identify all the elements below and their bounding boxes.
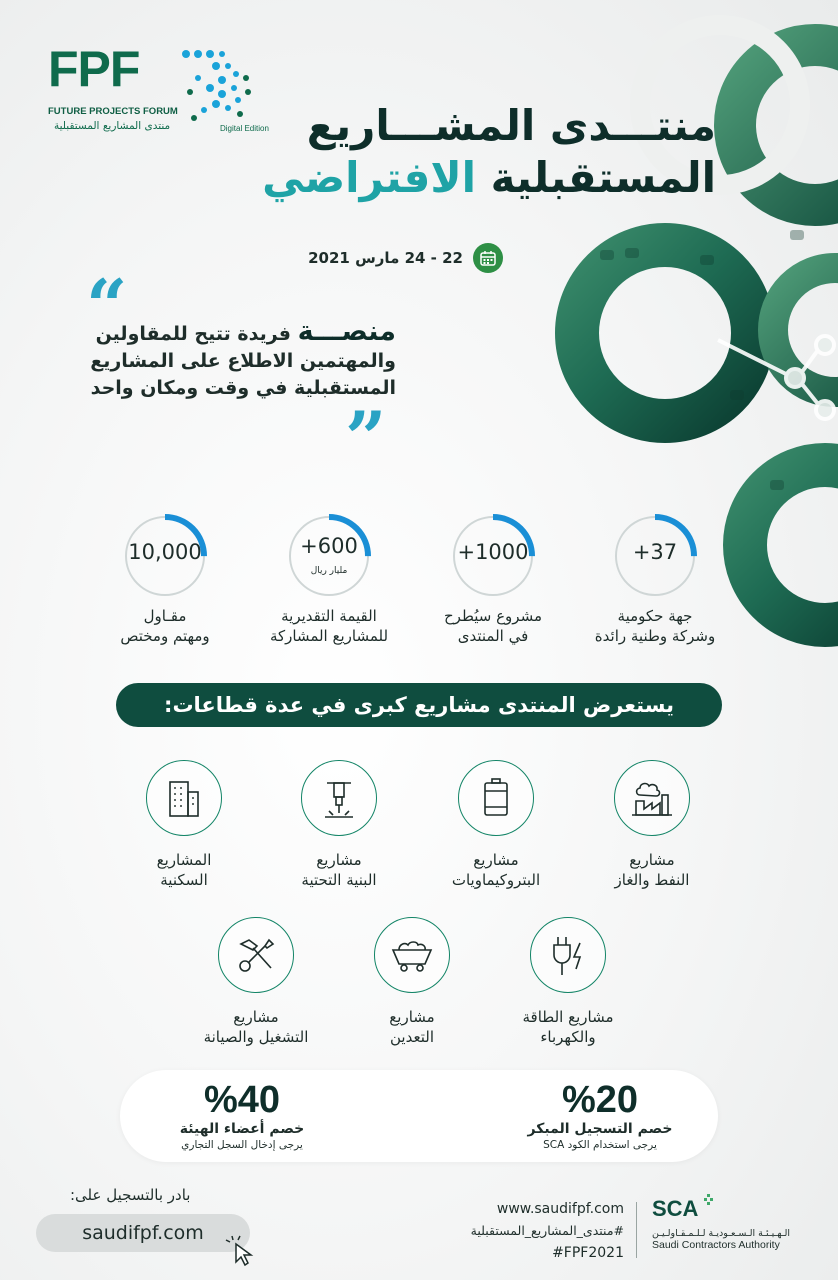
contacts xyxy=(471,1198,624,1264)
discount-note: يرجى استخدام الكود SCA xyxy=(543,1139,657,1151)
sector-label: مشاريع التعدين xyxy=(389,1008,435,1046)
sector-item xyxy=(176,917,336,1047)
stat-value: +600 xyxy=(300,534,358,558)
title-line-2-text: المستقبلية xyxy=(490,153,716,202)
event-date xyxy=(308,243,503,273)
logo-mark: FPF xyxy=(48,41,140,97)
date-text: 22 - 24 مارس 2021 xyxy=(308,249,463,267)
sector-item xyxy=(104,760,264,890)
oil-gas-plant-icon xyxy=(614,760,690,836)
sector-label: مشاريع الطاقة والكهرباء xyxy=(522,1008,614,1046)
building-icon xyxy=(146,760,222,836)
stat-item xyxy=(90,512,240,646)
discount-note: يرجى إدخال السجل التجاري xyxy=(181,1139,303,1151)
quote-open-icon: “ xyxy=(86,263,128,348)
hashtag-en: #FPF2021 xyxy=(552,1245,624,1261)
tagline-line-1: فريدة تتيح للمقاولين xyxy=(95,323,291,345)
barrel-icon xyxy=(458,760,534,836)
sca-mark: SCA xyxy=(652,1194,812,1224)
stat-unit: مليار ريال xyxy=(310,566,348,576)
title-line-2 xyxy=(262,152,716,204)
stat-value: +1000 xyxy=(457,540,529,564)
stat-label: جهة حكومية وشركة وطنية رائدة xyxy=(594,607,716,645)
title-highlight: الافتراضي xyxy=(262,153,477,202)
logo-network-icon xyxy=(176,48,276,128)
mining-cart-icon xyxy=(374,917,450,993)
footer-divider xyxy=(636,1202,637,1258)
sector-label: مشاريع التشغيل والصيانة xyxy=(203,1008,309,1046)
stat-ring xyxy=(285,512,373,600)
quote-close-icon: ” xyxy=(345,395,387,480)
sector-label: المشاريع السكنية xyxy=(156,851,212,889)
sector-item xyxy=(572,760,732,890)
discount-percent: %40 xyxy=(203,1079,281,1121)
register-url-link[interactable]: saudifpf.com xyxy=(36,1214,250,1252)
stat-item xyxy=(580,512,730,646)
discount-percent: %20 xyxy=(561,1079,639,1121)
page-title xyxy=(262,100,716,204)
sector-label: مشاريع البتروكيماويات xyxy=(451,851,541,889)
discount-item xyxy=(510,1080,690,1152)
stat-label: مشروع سيُطرح في المنتدى xyxy=(443,607,542,645)
jackhammer-icon xyxy=(301,760,377,836)
calendar-icon xyxy=(473,243,503,273)
cursor-click-icon xyxy=(224,1232,260,1268)
sca-emblem-icon xyxy=(702,1194,716,1210)
sectors-banner: يستعرض المنتدى مشاريع كبرى في عدة قطاعات: xyxy=(116,683,722,727)
fpf-logo xyxy=(48,41,278,140)
sector-item xyxy=(332,917,492,1047)
stat-ring xyxy=(611,512,699,600)
stat-ring xyxy=(121,512,209,600)
hashtag-ar: #منتدى_المشاريع_المستقبلية xyxy=(470,1223,624,1238)
tagline-line-2: والمهتمين الاطلاع على المشاريع xyxy=(90,350,396,372)
logo-name-ar: منتدى المشاريع المستقبلية xyxy=(54,120,171,132)
stat-ring xyxy=(449,512,537,600)
stat-value: +37 xyxy=(632,540,678,564)
sca-name-en: Saudi Contractors Authority xyxy=(652,1239,780,1251)
tools-icon xyxy=(218,917,294,993)
discount-item xyxy=(152,1080,332,1152)
stat-label: القيمة التقديرية للمشاريع المشاركة xyxy=(269,607,389,645)
power-plug-icon xyxy=(530,917,606,993)
stat-item xyxy=(418,512,568,646)
sector-label: مشاريع البنية التحتية xyxy=(301,851,377,889)
tagline-line-3: المستقبلية في وقت ومكان واحد xyxy=(90,377,396,399)
title-line-1: منتـــدى المشـــاريع xyxy=(306,101,716,150)
discount-title: خصم أعضاء الهيئة xyxy=(179,1121,305,1137)
tagline xyxy=(66,318,396,402)
sector-item xyxy=(488,917,648,1047)
stat-value: 10,000 xyxy=(128,540,202,564)
discount-title: خصم التسجيل المبكر xyxy=(527,1121,673,1137)
website-link[interactable]: www.saudifpf.com xyxy=(496,1201,624,1217)
sector-item xyxy=(416,760,576,890)
register-label: بادر بالتسجيل على: xyxy=(70,1186,191,1204)
sca-name-ar: الـهـيـئـة الـسـعـوديـة لـلـمـقـاولـيـن xyxy=(652,1228,791,1239)
logo-edition: Digital Edition xyxy=(220,124,269,133)
stat-label: مقـاول ومهتم ومختص xyxy=(120,607,210,645)
sca-logo xyxy=(652,1194,812,1251)
sector-label: مشاريع النفط والغاز xyxy=(614,851,690,889)
tagline-lead: منصـــة xyxy=(297,316,396,347)
stat-item xyxy=(254,512,404,646)
sector-item xyxy=(259,760,419,890)
logo-name-en: FUTURE PROJECTS FORUM xyxy=(48,106,178,117)
